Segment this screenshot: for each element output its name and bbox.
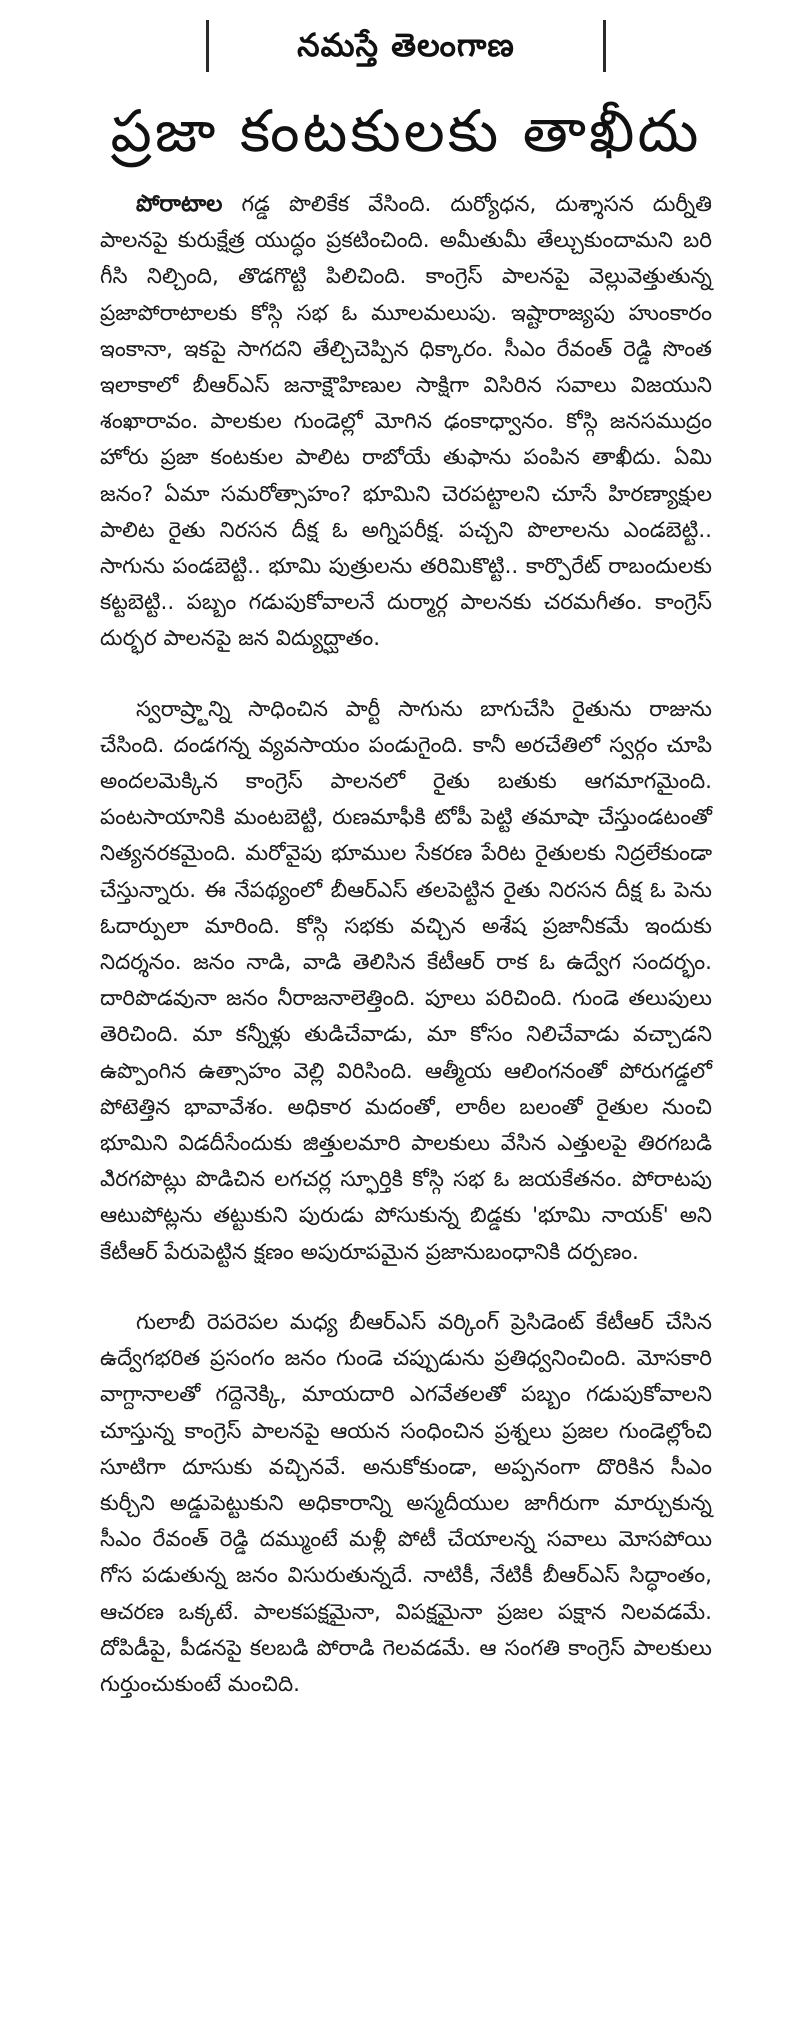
paragraph-1-text: గడ్డ పొలికేక వేసింది. దుర్యోధన, దుశ్శాసన దుర్నీతి పాలనపై కురుక్షేత్ర యుద్ధం ప్రకటించింది. అమీతుమీ తేల్చుకుందామని బరి గీసి నిల్చింది, తొడగొట్టి పిలిచింది. కాంగ్రెస్ పాలనపై వెల్లువెత్తుతున్న ప్రజాపోరాటాలకు కోస్గి సభ ఓ మూలమలుపు. ఇష్టారాజ్యపు హుంకారం ఇంకానా, ఇకపై సాగదని తేల్చిచెప్పిన ధిక్కారం. సీఎం రేవంత్ రెడ్డి సొంత ఇలాకాలో బీఆర్ఎస్ జనాక్షౌహిణుల సాక్షిగా విసిరిన సవాలు విజయుని శంఖారావం. పాలకుల గుండెల్లో మోగిన ఢంకాధ్వానం. కోస్గి జనసముద్రం హోరు ప్రజా కంటకుల పాలిట రాబోయే తుఫాను పంపిన తాఖీదు. ఏమి జనం? ఏమా సమరోత్సాహం? భూమిని చెరపట్టాలని చూసే హిరణ్యాక్షుల పాలిట రైతు నిరసన దీక్ష ఓ అగ్నిపరీక్ష. పచ్చని పొలాలను ఎండబెట్టి.. సాగును పండబెట్టి.. భూమి పుత్రులను తరిమికొట్టి.. కార్పొరేట్ రాబందులకు కట్టబెట్టి.. పబ్బం గడుపుకోవాలనే దుర్మార్గ పాలనకు చరమగీతం. కాంగ్రెస్ దుర్భర పాలనపై జన విద్యుద్ఘాతం. [100,192,712,652]
masthead-left-rule [206,20,209,72]
article-body [100,186,712,1703]
article-headline: ప్రజా కంటకులకు తాఖీదు [110,97,702,165]
article-paragraph-1 [100,186,712,658]
article-paragraph-2: స్వరాష్ర్టాన్ని సాధించిన పార్టీ సాగును బాగుచేసి రైతును రాజును చేసింది. దండగన్న వ్యవసాయం పండుగైంది. కానీ అరచేతిలో స్వర్గం చూపి అందలమెక్కిన కాంగ్రెస్ పాలనలో రైతు బతుకు ఆగమాగమైంది. పంటసాయానికి మంటబెట్టి, రుణమాఫీకి టోపీ పెట్టి తమాషా చేస్తుండటంతో నిత్యనరకమైంది. మరోవైపు భూముల సేకరణ పేరిట రైతులకు నిద్రలేకుండా చేస్తున్నారు. ఈ నేపథ్యంలో బీఆర్ఎస్ తలపెట్టిన రైతు నిరసన దీక్ష ఓ పెను ఓదార్పులా మారింది. కోస్గి సభకు వచ్చిన అశేష ప్రజానీకమే ఇందుకు నిదర్శనం. జనం నాడి, వాడి తెలిసిన కేటీఆర్ రాక ఓ ఉద్వేగ సందర్భం. దారిపొడవునా జనం నీరాజనాలెత్తింది. పూలు పరిచింది. గుండె తలుపులు తెరిచింది. మా కన్నీళ్లు తుడిచేవాడు, మా కోసం నిలిచేవాడు వచ్చాడని ఉప్పొంగిన ఉత్సాహం వెల్లి విరిసింది. ఆత్మీయ ఆలింగనంతో పోరుగడ్డలో పోటెత్తిన భావావేశం. అధికార మదంతో, లాఠీల బలంతో రైతుల నుంచి భూమిని విడదీసేందుకు జిత్తులమారి పాలకులు వేసిన ఎత్తులపై తిరగబడి ఎిరగపొట్లు పొడిచిన లగచర్ల స్ఫూర్తికి కోస్గి సభ ఓ జయకేతనం. పోరాటపు ఆటుపోట్లను తట్టుకుని పురుడు పోసుకున్న బిడ్డకు 'భూమి నాయక్' అని కేటీఆర్ పేరుపెట్టిన క్షణం అపురూపమైన ప్రజానుబంధానికి దర్పణం. [100,696,712,1265]
article-paragraph-3: గులాబీ రెపరెపల మధ్య బీఆర్ఎస్ వర్కింగ్ ప్రెసిడెంట్ కేటీఆర్ చేసిన ఉద్వేగభరిత ప్రసంగం జనం గుండె చప్పుడును ప్రతిధ్వనించింది. మోసకారి వాగ్దానాలతో గద్దెనెక్కి, మాయదారి ఎగవేతలతో పబ్బం గడుపుకోవాలని చూస్తున్న కాంగ్రెస్ పాలనపై ఆయన సంధించిన ప్రశ్నలు ప్రజల గుండెల్లోంచి సూటిగా దూసుకు వచ్చినవే. అనుకోకుండా, అప్పనంగా దొరికిన సీఎం కుర్చీని అడ్డుపెట్టుకుని అధికారాన్ని అస్మదీయుల జాగీరుగా మార్చుకున్న సీఎం రేవంత్ రెడ్డి దమ్ముంటే మళ్లీ పోటీ చేయాలన్న సవాలు మోసపోయి గోస పడుతున్న జనం విసురుతున్నదే. నాటికీ, నేటికీ బీఆర్ఎస్ సిద్ధాంతం, ఆచరణ ఒక్కటే. పాలకపక్షమైనా, విపక్షమైనా ప్రజల పక్షాన నిలవడమే. దోపిడీపై, పీడనపై కలబడి పోరాడి గెలవడమే. ఆ సంగతి కాంగ్రెస్ పాలకులు గుర్తుంచుకుంటే మంచిది. [100,1309,712,1697]
masthead [196,0,616,82]
masthead-right-rule [603,20,606,72]
newspaper-name: నమస్తే తెలంగాణ [297,26,515,64]
lead-word: పోరాటాల [136,191,223,217]
